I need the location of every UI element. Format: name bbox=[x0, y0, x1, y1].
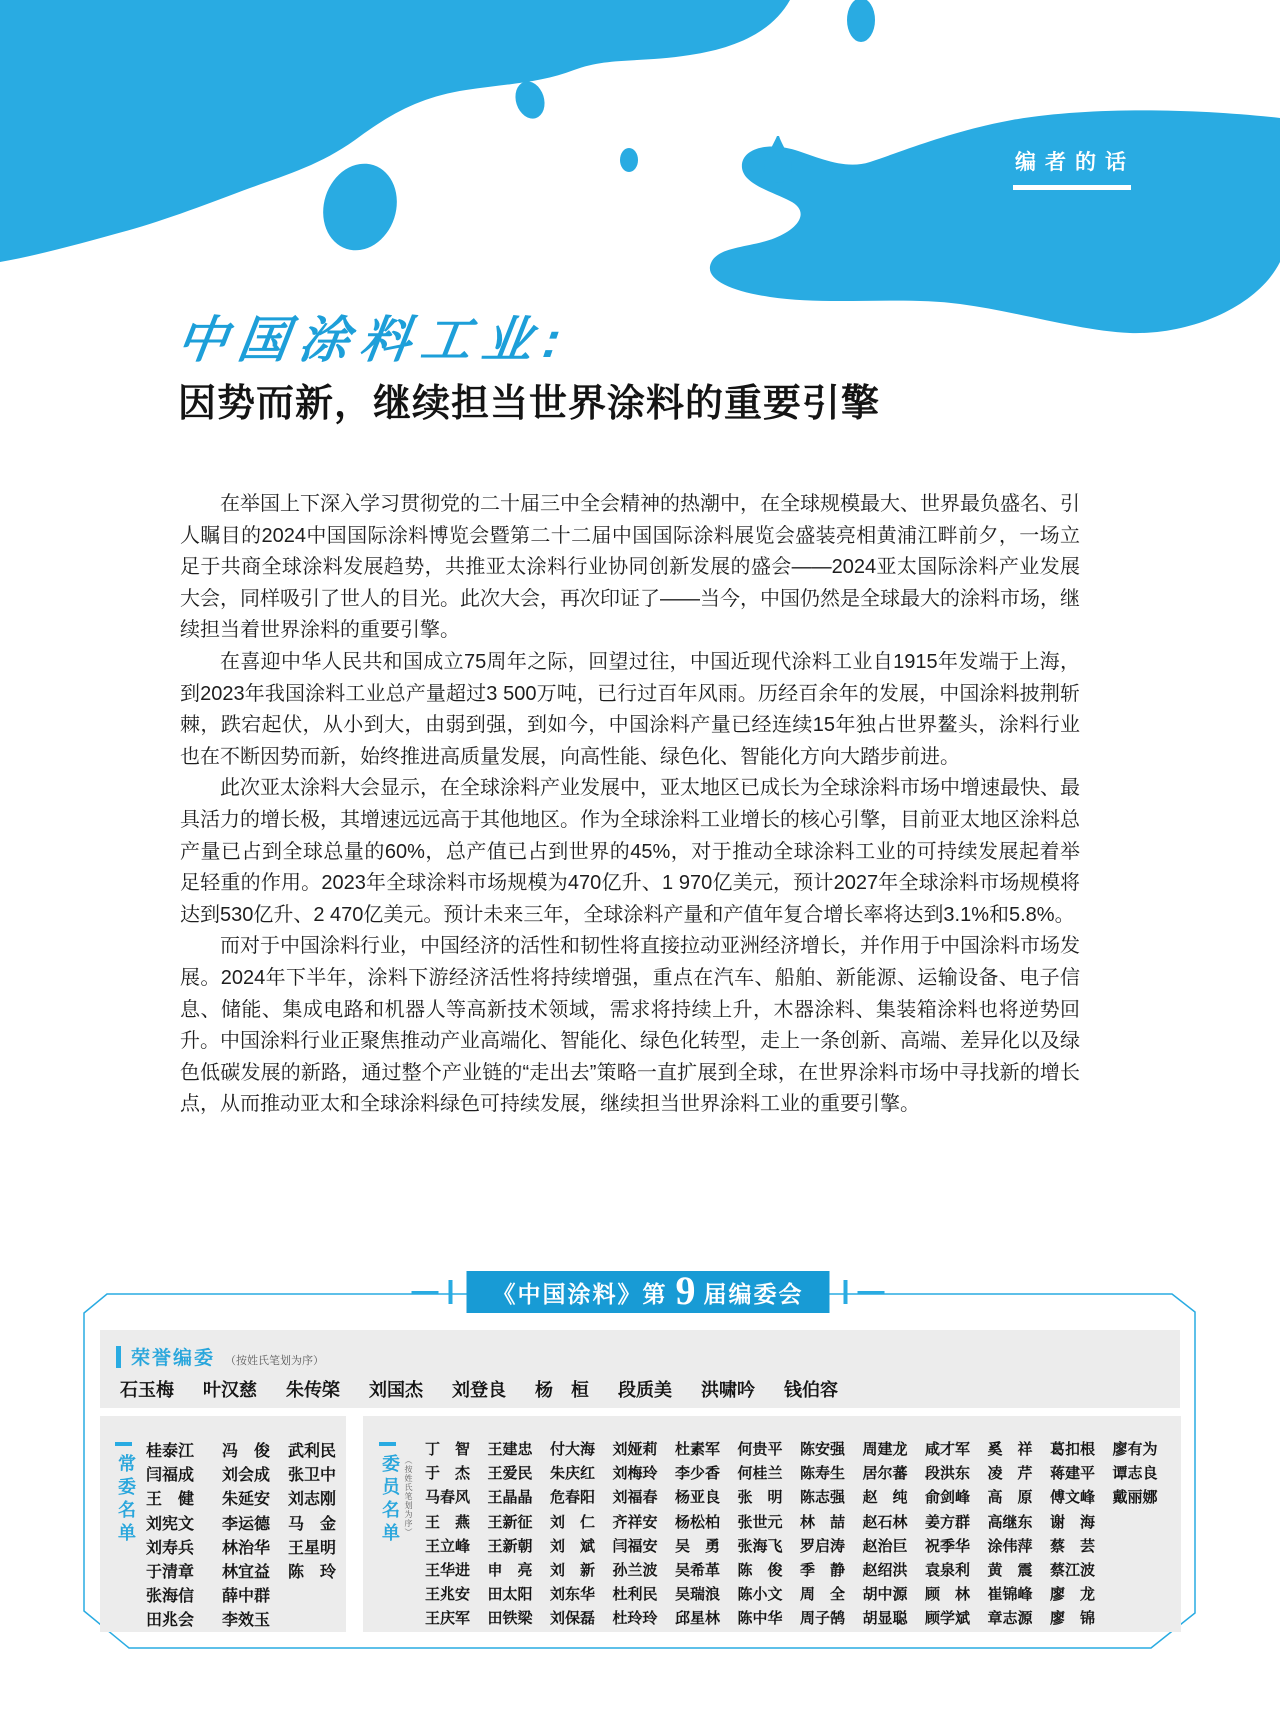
member-name: 赵绍洪 bbox=[862, 1562, 908, 1579]
member-name bbox=[1113, 1511, 1176, 1535]
member-name: 王兆安 bbox=[425, 1587, 471, 1604]
page-title: 中国涂料工业: bbox=[173, 312, 576, 368]
members-note: （按姓氏笔划为序） bbox=[404, 1456, 413, 1537]
member-name: 陈志强 bbox=[800, 1490, 846, 1507]
paragraph: 而对于中国涂料行业，中国经济的活性和韧性将直接拉动亚洲经济增长，并作用于中国涂料市场发展。2024年下半年，涂料下游经济活性将持续增强，重点在汽车、船舶、新能源、运输设备、电子信息、储能、集成电路和机器人等高新技术领域，需求将持续上升，木器涂料、集装箱涂料也将逆势回升。中国涂料行业正聚焦推动产业高端化、智能化、绿色化转型，走上一条创新、高端、差异化以及绿色低碳发展的新路，通过整个产业链的“走出去”策略一直扩展到全球，在世界涂料市场中寻找新的增长点，从而推动亚太和全球涂料绿色可持续发展，继续担当世界涂料工业的重要引擎。 bbox=[180, 935, 1080, 1116]
member-name: 杨亚良 bbox=[675, 1490, 721, 1507]
member-name: 吴希革 bbox=[675, 1562, 721, 1579]
members-accent-dash bbox=[379, 1442, 396, 1446]
member-name: 顾 林 bbox=[925, 1587, 971, 1604]
member-name: 刘 斌 bbox=[550, 1538, 596, 1555]
member-name: 李效玉 bbox=[222, 1612, 271, 1630]
member-name: 何贵平 bbox=[737, 1442, 783, 1458]
member-name: 朱庆红 bbox=[550, 1466, 596, 1483]
member-name: 章志源 bbox=[987, 1611, 1033, 1628]
paragraph: 此次亚太涂料大会显示，在全球涂料产业发展中，亚太地区已成长为全球涂料市场中增速最快、最具活力的增长极，其增速远远高于其他地区。作为全球涂料工业增长的核心引擎，目前亚太地区涂料总产量已占到全球总量的60%，总产值已占到世界的45%，对于推动全球涂料工业的可持续发展起着举足轻重的作用。2023年全球涂料市场规模为470亿升、1 970亿美元，预计2027年全球涂料市场规模将达到530亿升、2 470亿美元。预计未来三年，全球涂料产量和产值年复合增长率将达到3.1%和5.8%。 bbox=[180, 777, 1080, 926]
member-name: 祝季华 bbox=[925, 1538, 971, 1555]
member-name: 邱星林 bbox=[675, 1611, 721, 1628]
members-label: 委员名单 bbox=[380, 1454, 400, 1546]
member-name: 张 明 bbox=[737, 1490, 783, 1507]
standing-name-list bbox=[146, 1438, 348, 1632]
member-name: 袁泉利 bbox=[925, 1562, 971, 1579]
member-name: 王 燕 bbox=[425, 1514, 471, 1531]
member-name bbox=[288, 1583, 348, 1607]
member-name: 杨 桓 bbox=[535, 1380, 589, 1400]
member-name: 闫福成 bbox=[146, 1467, 195, 1485]
ink-dot bbox=[312, 154, 408, 260]
member-name: 张海信 bbox=[146, 1588, 195, 1606]
paragraph: 在举国上下深入学习贯彻党的二十届三中全会精神的热潮中，在全球规模最大、世界最负盛名、引人瞩目的2024中国国际涂料博览会暨第二十二届中国国际涂料展览会盛装亮相黄浦江畔前夕，一场立足于共商全球涂料发展趋势，共推亚太涂料行业协同创新发展的盛会——2024亚太国际涂料产业发展大会，同样吸引了世人的目光。此次大会，再次印证了——当今，中国仍然是全球最大的涂料市场，继续担当着世界涂料的重要引擎。 bbox=[180, 493, 1080, 642]
member-name: 刘梅玲 bbox=[612, 1466, 658, 1483]
member-name: 马 金 bbox=[288, 1515, 337, 1533]
ink-drop bbox=[764, 136, 792, 183]
member-name: 付大海 bbox=[550, 1442, 596, 1458]
member-name: 刘宪文 bbox=[146, 1515, 195, 1533]
member-name: 于清章 bbox=[146, 1563, 195, 1581]
member-name: 胡显聪 bbox=[862, 1611, 908, 1628]
member-name: 齐祥安 bbox=[612, 1514, 658, 1531]
member-name: 朱传棨 bbox=[286, 1380, 340, 1400]
banner-deco-tick bbox=[844, 1280, 848, 1304]
editorial-body bbox=[180, 489, 1080, 1121]
member-name: 王立峰 bbox=[425, 1538, 471, 1555]
ink-dot bbox=[847, 0, 875, 42]
member-name: 廖 龙 bbox=[1050, 1587, 1096, 1604]
member-name: 黄 震 bbox=[987, 1562, 1033, 1579]
member-name: 田太阳 bbox=[487, 1587, 533, 1604]
member-name: 杜利民 bbox=[612, 1587, 658, 1604]
member-name: 刘国杰 bbox=[369, 1380, 423, 1400]
member-name: 姜方群 bbox=[925, 1514, 971, 1531]
member-name: 赵 纯 bbox=[862, 1490, 908, 1507]
member-name: 林 喆 bbox=[800, 1514, 846, 1531]
member-name: 王新征 bbox=[487, 1514, 533, 1531]
member-name: 周子鹄 bbox=[800, 1611, 846, 1628]
member-name: 吴 勇 bbox=[675, 1538, 721, 1555]
member-name: 刘福春 bbox=[612, 1490, 658, 1507]
member-name: 张世元 bbox=[737, 1514, 783, 1531]
member-name: 赵治巨 bbox=[862, 1538, 908, 1555]
member-name: 杜玲玲 bbox=[612, 1611, 658, 1628]
right-splash-blob bbox=[710, 110, 1280, 333]
honorary-header bbox=[116, 1342, 324, 1370]
member-name: 田兆会 bbox=[146, 1612, 195, 1630]
member-name: 刘会成 bbox=[222, 1467, 271, 1485]
member-name: 廖有为 bbox=[1112, 1442, 1158, 1458]
standing-accent-dash bbox=[115, 1442, 132, 1446]
member-name: 崔锦峰 bbox=[987, 1587, 1033, 1604]
member-name: 孙兰波 bbox=[612, 1562, 658, 1579]
member-name bbox=[1113, 1535, 1176, 1559]
member-name: 傅文峰 bbox=[1050, 1490, 1096, 1507]
member-name: 赵石林 bbox=[862, 1514, 908, 1531]
banner-number: 9 bbox=[675, 1268, 696, 1313]
left-splash-blob bbox=[0, 0, 790, 262]
member-name: 周建龙 bbox=[862, 1442, 908, 1458]
member-name bbox=[288, 1607, 348, 1631]
banner-deco-line bbox=[858, 1291, 885, 1294]
corner-tag: 编者的话 bbox=[1015, 151, 1135, 174]
member-name: 何桂兰 bbox=[737, 1466, 783, 1483]
banner-prefix: 《中国涂料》第 bbox=[492, 1280, 668, 1307]
corner-tag-underline bbox=[1013, 185, 1131, 190]
banner-deco-line bbox=[412, 1291, 439, 1294]
members-panel bbox=[363, 1416, 1181, 1632]
honorary-name-list bbox=[120, 1376, 838, 1402]
committee-banner bbox=[412, 1268, 885, 1313]
member-name: 薛中群 bbox=[222, 1588, 271, 1606]
member-name bbox=[1113, 1583, 1176, 1607]
member-name: 刘 仁 bbox=[550, 1514, 596, 1531]
member-name: 王庆军 bbox=[425, 1611, 471, 1628]
member-name: 刘娅莉 bbox=[612, 1442, 658, 1458]
member-name: 王 健 bbox=[146, 1491, 195, 1509]
member-name: 马春风 bbox=[425, 1490, 471, 1507]
member-name: 刘东华 bbox=[550, 1587, 596, 1604]
page-subtitle: 因势而新，继续担当世界涂料的重要引擎 bbox=[178, 383, 881, 425]
member-name: 蒋建平 bbox=[1050, 1466, 1096, 1483]
banner-suffix: 届编委会 bbox=[703, 1280, 804, 1307]
member-name: 葛扣根 bbox=[1050, 1442, 1096, 1458]
member-name: 刘登良 bbox=[452, 1380, 506, 1400]
member-name: 罗启涛 bbox=[800, 1538, 846, 1555]
member-name: 廖 锦 bbox=[1050, 1611, 1096, 1628]
member-name: 周 全 bbox=[800, 1587, 846, 1604]
member-name: 陈小文 bbox=[737, 1587, 783, 1604]
member-name: 叶汉慈 bbox=[203, 1380, 257, 1400]
member-name: 杜素军 bbox=[675, 1442, 721, 1458]
member-name: 胡中源 bbox=[862, 1587, 908, 1604]
honorary-panel bbox=[100, 1330, 1180, 1408]
honorary-accent-bar bbox=[116, 1346, 121, 1368]
member-name: 王建忠 bbox=[487, 1442, 533, 1458]
member-name: 于 杰 bbox=[425, 1466, 471, 1483]
paragraph: 在喜迎中华人民共和国成立75周年之际，回望过往，中国近现代涂料工业自1915年发端于上海，到2023年我国涂料工业总产量超过3 500万吨，已行过百年风雨。历经百余年的发展，中国涂料披荆斩棘，跌宕起伏，从小到大，由弱到强，到如今，中国涂料产量已经连续15年独占世界鳌头，涂料行业也在不断因势而新，始终推进高质量发展，向高性能、绿色化、智能化方向大踏步前进。 bbox=[180, 650, 1080, 768]
member-name: 谭志良 bbox=[1112, 1466, 1158, 1483]
ink-dot bbox=[620, 148, 638, 172]
member-name: 奚 祥 bbox=[987, 1442, 1033, 1458]
member-name: 蔡江波 bbox=[1050, 1562, 1096, 1579]
member-name: 丁 智 bbox=[425, 1442, 471, 1458]
member-name: 居尔蕃 bbox=[862, 1466, 908, 1483]
member-name: 咸才军 bbox=[925, 1442, 971, 1458]
member-name: 陈 俊 bbox=[737, 1562, 783, 1579]
member-name: 申 亮 bbox=[487, 1562, 533, 1579]
member-name: 王晶晶 bbox=[487, 1490, 533, 1507]
member-name: 陈中华 bbox=[737, 1611, 783, 1628]
member-name: 高继东 bbox=[987, 1514, 1033, 1531]
member-name: 刘志刚 bbox=[288, 1491, 337, 1509]
member-name: 段洪东 bbox=[925, 1466, 971, 1483]
member-name: 李少香 bbox=[675, 1466, 721, 1483]
members-name-list bbox=[425, 1438, 1175, 1632]
member-name: 张卫中 bbox=[288, 1467, 337, 1485]
member-name: 吴瑞浪 bbox=[675, 1587, 721, 1604]
member-name: 王星明 bbox=[288, 1539, 337, 1557]
member-name: 戴丽娜 bbox=[1112, 1490, 1158, 1507]
standing-panel bbox=[100, 1416, 346, 1632]
member-name bbox=[1113, 1607, 1176, 1631]
standing-label: 常委名单 bbox=[116, 1454, 136, 1546]
member-name: 高 原 bbox=[987, 1490, 1033, 1507]
honorary-label: 荣誉编委 bbox=[131, 1348, 216, 1369]
member-name: 洪啸吟 bbox=[701, 1380, 755, 1400]
member-name: 王新朝 bbox=[487, 1538, 533, 1555]
member-name: 刘 新 bbox=[550, 1562, 596, 1579]
member-name: 杨松柏 bbox=[675, 1514, 721, 1531]
member-name: 闫福安 bbox=[612, 1538, 658, 1555]
member-name: 季 静 bbox=[800, 1562, 846, 1579]
member-name: 林宜益 bbox=[222, 1563, 271, 1581]
member-name: 王爱民 bbox=[487, 1466, 533, 1483]
member-name: 田铁梁 bbox=[487, 1611, 533, 1628]
member-name: 涂伟萍 bbox=[987, 1538, 1033, 1555]
member-name: 钱伯容 bbox=[784, 1380, 838, 1400]
banner-deco-tick bbox=[449, 1280, 453, 1304]
member-name: 林治华 bbox=[222, 1539, 271, 1557]
member-name: 朱延安 bbox=[222, 1491, 271, 1509]
member-name: 石玉梅 bbox=[120, 1380, 174, 1400]
member-name: 陈寿生 bbox=[800, 1466, 846, 1483]
ink-dot bbox=[511, 78, 549, 123]
member-name: 王华进 bbox=[425, 1562, 471, 1579]
member-name: 俞剑峰 bbox=[925, 1490, 971, 1507]
member-name: 陈 玲 bbox=[288, 1563, 337, 1581]
member-name: 桂泰江 bbox=[146, 1443, 195, 1460]
member-name: 冯 俊 bbox=[222, 1443, 271, 1460]
member-name: 谢 海 bbox=[1050, 1514, 1096, 1531]
member-name: 李运德 bbox=[222, 1515, 271, 1533]
member-name: 刘保磊 bbox=[550, 1611, 596, 1628]
member-name: 张海飞 bbox=[737, 1538, 783, 1555]
member-name: 陈安强 bbox=[800, 1442, 846, 1458]
honorary-note: （按姓氏笔划为序） bbox=[225, 1355, 325, 1367]
member-name: 顾学斌 bbox=[925, 1611, 971, 1628]
member-name bbox=[1113, 1559, 1176, 1583]
member-name: 武利民 bbox=[288, 1443, 337, 1460]
member-name: 蔡 芸 bbox=[1050, 1538, 1096, 1555]
member-name: 段质美 bbox=[618, 1380, 672, 1400]
member-name: 危春阳 bbox=[550, 1490, 596, 1507]
committee-banner-box bbox=[467, 1268, 830, 1313]
member-name: 凌 芹 bbox=[987, 1466, 1033, 1483]
member-name: 刘寿兵 bbox=[146, 1539, 195, 1557]
